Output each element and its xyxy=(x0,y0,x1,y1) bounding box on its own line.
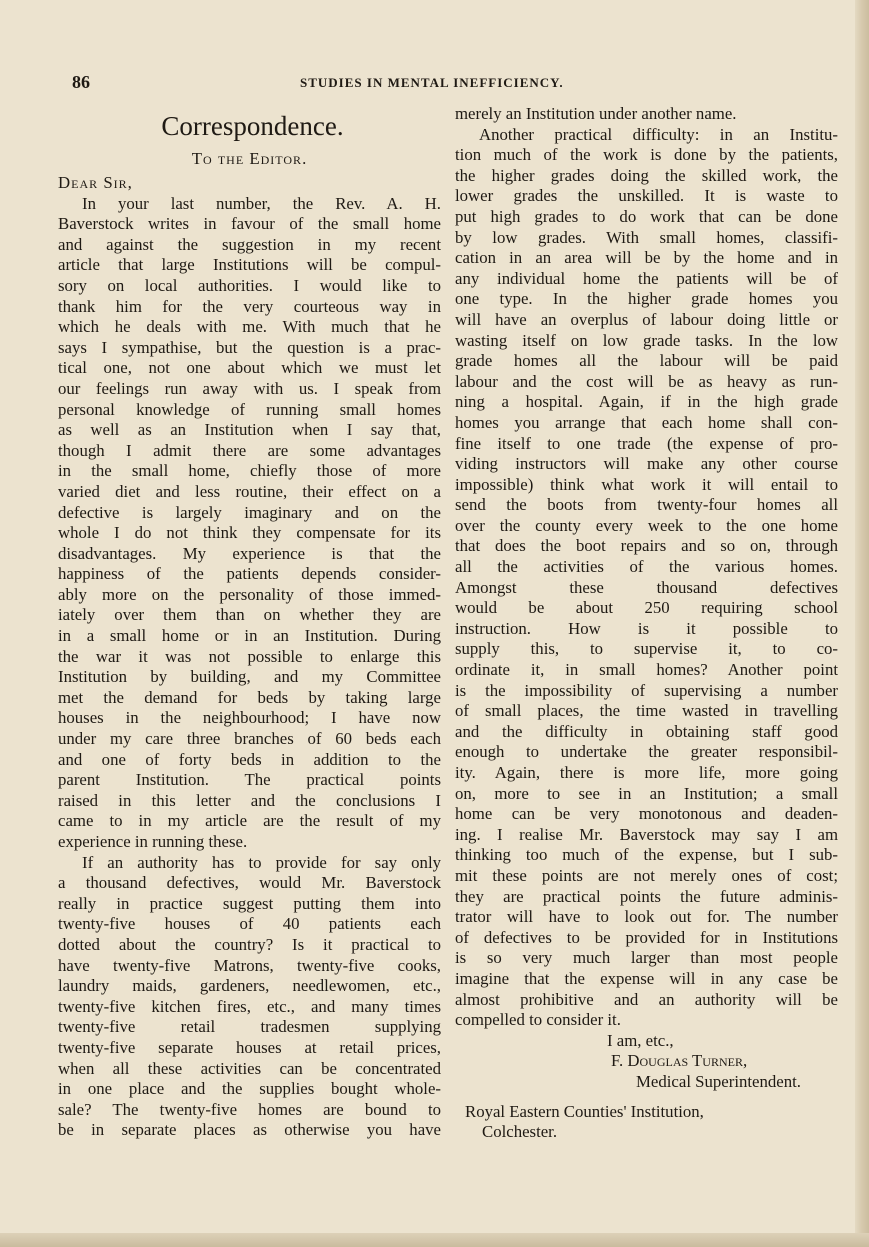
text-line: homes you arrange that each home shall con- xyxy=(455,412,838,432)
text-line: our feelings run away with us. I speak from xyxy=(58,378,441,398)
text-line: twenty-five kitchen fires, etc., and many times xyxy=(58,996,441,1016)
text-line: Another practical difficulty: in an Institu- xyxy=(479,124,838,144)
text-line: thank him for the very courteous way in xyxy=(58,296,441,316)
text-line: ably more on the personality of those immed- xyxy=(58,584,441,604)
text-line: is the impossibility of supervising a number xyxy=(455,680,838,700)
address-line: Royal Eastern Counties' Institution, xyxy=(465,1101,704,1121)
text-line: will have an overplus of labour doing little or xyxy=(455,309,838,329)
text-line: as well as an Institution when I say that, xyxy=(58,420,441,440)
signatory-title: Medical Superintendent. xyxy=(636,1071,801,1091)
text-line: personal knowledge of running small homes xyxy=(58,399,441,419)
text-line: trator will have to look out for. The number xyxy=(455,907,838,927)
text-line: and the difficulty in obtaining staff good xyxy=(455,721,838,741)
text-line: says I sympathise, but the question is a prac- xyxy=(58,337,441,357)
text-line: Baverstock writes in favour of the small home xyxy=(58,214,441,234)
text-line: Institution by building, and my Committee xyxy=(58,667,441,687)
text-line: whole I do not think they compensate for its xyxy=(58,523,441,543)
text-line: parent Institution. The practical points xyxy=(58,770,441,790)
salutation: Dear Sir, xyxy=(58,173,133,192)
text-line: over the county every week to the one home xyxy=(455,515,838,535)
text-line: sory on local authorities. I would like to xyxy=(58,275,441,295)
section-heading: Correspondence. xyxy=(161,111,344,141)
text-line: iately over them than on whether they are xyxy=(58,605,441,625)
text-line: cation in an area will be by the home and in xyxy=(455,248,838,268)
text-line: In your last number, the Rev. A. H. xyxy=(82,193,441,213)
left-column xyxy=(58,108,441,1141)
text-line: If an authority has to provide for say only xyxy=(82,852,441,872)
page-number: 86 xyxy=(72,72,90,92)
text-line: grade homes all the labour will be paid xyxy=(455,351,838,371)
text-line: under my care three branches of 60 beds each xyxy=(58,729,441,749)
text-line: they are practical points the future adminis- xyxy=(455,886,838,906)
right-column xyxy=(455,104,838,1143)
text-line: is so very much larger than most people xyxy=(455,948,838,968)
text-line: merely an Institution under another name. xyxy=(455,104,737,123)
text-line: a thousand defectives, would Mr. Baverstock xyxy=(58,873,441,893)
text-line: all the activities of the various homes. xyxy=(455,557,838,577)
text-line: dotted about the country? Is it practical to xyxy=(58,934,441,954)
text-line: article that large Institutions will be compul- xyxy=(58,255,441,275)
text-line: labour and the cost will be as heavy as run- xyxy=(455,371,838,391)
text-line: in the small home, chiefly those of more xyxy=(58,461,441,481)
text-line: really in practice suggest putting them into xyxy=(58,893,441,913)
text-line: on, more to see in an Institution; a small xyxy=(455,783,838,803)
text-line: laundry maids, gardeners, needlewomen, etc., xyxy=(58,976,441,996)
text-line: houses in the neighbourhood; I have now xyxy=(58,708,441,728)
text-line: and against the suggestion in my recent xyxy=(58,234,441,254)
closing: I am, etc., xyxy=(607,1030,674,1050)
address-line: Colchester. xyxy=(482,1122,558,1142)
text-line: impossible) think what work it will entail to xyxy=(455,474,838,494)
text-line: ning a hospital. Again, if in the high grade xyxy=(455,392,838,412)
text-line: raised in this letter and the conclusions I xyxy=(58,790,441,810)
text-line: send the boots from twenty-four homes all xyxy=(455,495,838,515)
text-line: any individual home the patients will be of xyxy=(455,268,838,288)
addressee-line: To the Editor. xyxy=(191,149,308,168)
signatory-name: F. Douglas Turner, xyxy=(611,1051,748,1071)
text-line: wasting itself on low grade tasks. In the low xyxy=(455,330,838,350)
text-line: when all these activities can be concentrated xyxy=(58,1058,441,1078)
text-line: have twenty-five Matrons, twenty-five cooks, xyxy=(58,955,441,975)
text-line: thinking too much of the expense, but I sub- xyxy=(455,845,838,865)
text-line: almost prohibitive and an authority will be xyxy=(455,989,838,1009)
text-line: of defectives to be provided for in Institutions xyxy=(455,927,838,947)
text-line: the war it was not possible to enlarge this xyxy=(58,646,441,666)
text-line: enough to undertake the greater responsibil- xyxy=(455,742,838,762)
text-line: twenty-five houses of 40 patients each xyxy=(58,914,441,934)
text-line: viding instructors will make any other course xyxy=(455,454,838,474)
text-line: disadvantages. My experience is that the xyxy=(58,543,441,563)
text-line: be in separate places as otherwise you have xyxy=(58,1120,441,1140)
text-line: imagine that the expense will in any case be xyxy=(455,968,838,988)
right-column-body xyxy=(455,104,838,1031)
text-line: by low grades. With small homes, classifi- xyxy=(455,227,838,247)
text-line: twenty-five retail tradesmen supplying xyxy=(58,1017,441,1037)
text-line: sale? The twenty-five homes are bound to xyxy=(58,1099,441,1119)
running-title: STUDIES IN MENTAL INEFFICIENCY. xyxy=(300,75,564,90)
text-line: met the demand for beds by taking large xyxy=(58,687,441,707)
text-line: tical one, not one about which we must let xyxy=(58,358,441,378)
text-line: tion much of the work is done by the patients, xyxy=(455,145,838,165)
text-line: supply this, to supervise it, to co- xyxy=(455,639,838,659)
text-line: instruction. How is it possible to xyxy=(455,618,838,638)
text-line: in one place and the supplies bought whole- xyxy=(58,1079,441,1099)
text-line: and one of forty beds in addition to the xyxy=(58,749,441,769)
text-line: varied diet and less routine, their effect on a xyxy=(58,481,441,501)
page-edge xyxy=(855,0,869,1247)
text-line: mit these points are not merely ones of cost; xyxy=(455,865,838,885)
text-line: defective is largely imaginary and on the xyxy=(58,502,441,522)
text-line: in a small home or in an Institution. During xyxy=(58,626,441,646)
page-edge-bottom xyxy=(0,1233,869,1247)
text-line: would be about 250 requiring school xyxy=(455,598,838,618)
text-line: home can be very monotonous and deaden- xyxy=(455,804,838,824)
text-line: that does the boot repairs and so on, through xyxy=(455,536,838,556)
text-line: Amongst these thousand defectives xyxy=(455,577,838,597)
text-line: twenty-five separate houses at retail prices, xyxy=(58,1037,441,1057)
text-line: fine itself to one trade (the expense of pro- xyxy=(455,433,838,453)
text-line: the higher grades doing the skilled work, the xyxy=(455,165,838,185)
text-line: lower grades the unskilled. It is waste to xyxy=(455,186,838,206)
text-line: of small places, the time wasted in travelling xyxy=(455,701,838,721)
text-line: put high grades to do work that can be done xyxy=(455,206,838,226)
text-line: came to in my article are the result of my xyxy=(58,811,441,831)
text-line: ity. Again, there is more life, more going xyxy=(455,763,838,782)
text-line: ing. I realise Mr. Baverstock may say I am xyxy=(455,824,838,844)
text-line: compelled to consider it. xyxy=(455,1010,621,1030)
text-line: happiness of the patients depends consider- xyxy=(58,564,441,584)
left-column-body xyxy=(58,194,441,1141)
text-line: experience in running these. xyxy=(58,832,248,851)
text-line: ordinate it, in small homes? Another point xyxy=(455,660,838,680)
text-line: though I admit there are some advantages xyxy=(58,440,441,460)
text-line: which he deals with me. With much that he xyxy=(58,317,441,337)
text-line: one type. In the higher grade homes you xyxy=(455,289,838,309)
